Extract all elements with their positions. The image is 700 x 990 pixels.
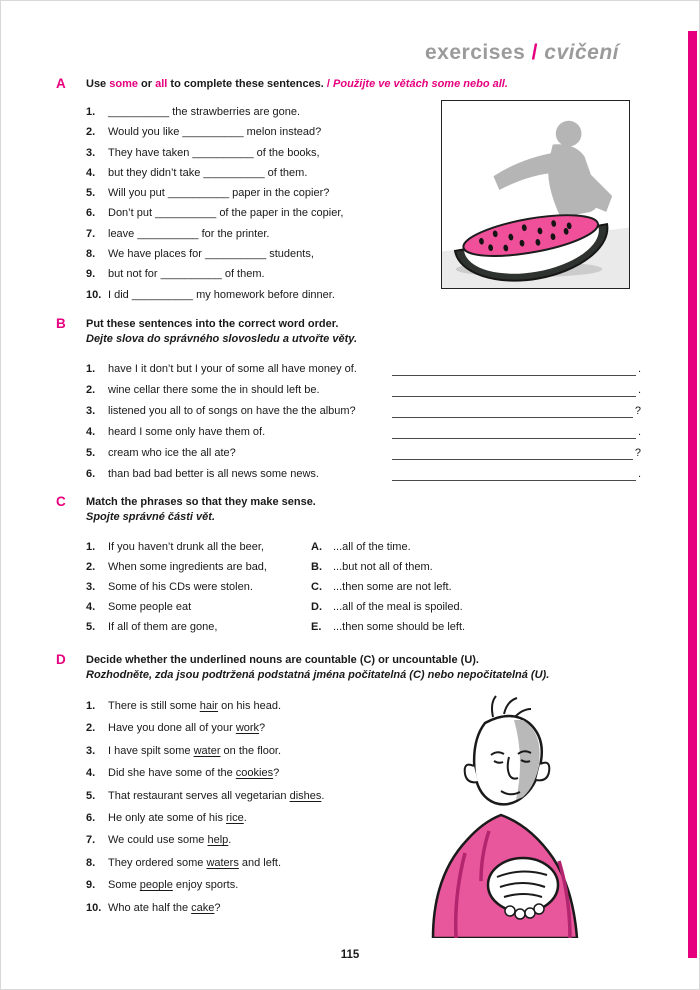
title-separator: /: [323, 78, 334, 90]
match-left-item: [86, 537, 311, 557]
title-keyword-all: all: [155, 78, 168, 90]
section-c: [56, 495, 641, 637]
section-b-title: Put these sentences into the correct word order.: [86, 318, 339, 330]
title-czech: Použijte ve větách: [333, 78, 432, 90]
title-keyword-some: some: [109, 78, 138, 90]
item-number: 2.: [86, 126, 96, 139]
item-text: [108, 874, 238, 896]
item-text: Don’t put __________ of the paper in the copier,: [108, 207, 344, 220]
item-text-pre: That restaurant serves all vegetarian: [108, 789, 290, 802]
item-text-pre: Some: [108, 879, 140, 892]
section-c-subtitle: Spojte správné části vět.: [86, 511, 215, 523]
item-number: 1.: [86, 106, 96, 118]
word-order-item: [86, 422, 641, 443]
answer-line: [392, 401, 633, 418]
item-number: 10.: [86, 288, 102, 301]
match-left-item: [86, 597, 311, 617]
section-a-title: [86, 77, 641, 91]
item-text: ...but not all of them.: [333, 561, 433, 573]
answer-line: [392, 380, 636, 397]
item-text: [108, 740, 281, 762]
item-text: I did __________ my homework before dinner.: [108, 288, 335, 301]
item-number: 8.: [86, 856, 96, 869]
item-text-pre: There is still some: [108, 700, 200, 712]
item-number: 7.: [86, 834, 96, 847]
item-text-post: on his head.: [218, 700, 282, 712]
item-text: [108, 829, 231, 851]
watermelon-illustration: [441, 100, 630, 289]
section-c-right-column: [311, 537, 526, 637]
word-order-item: [86, 380, 641, 401]
item-text: [108, 897, 221, 919]
answer-line: [392, 359, 636, 376]
item-number: 8.: [86, 248, 96, 261]
underlined-noun: people: [139, 879, 173, 892]
item-number: 1.: [86, 363, 96, 375]
section-b-subtitle: Dejte slova do správného slovosledu a utvořte věty.: [86, 333, 358, 345]
item-text: heard I some only have them of.: [108, 426, 266, 438]
item-text-post: .: [243, 812, 247, 825]
item-number: 4.: [86, 166, 96, 179]
item-text: but not for __________ of them.: [108, 268, 265, 281]
word-order-item: [86, 359, 641, 380]
item-number: 1.: [86, 700, 96, 712]
item-number: 2.: [86, 384, 96, 396]
item-letter: E.: [311, 621, 322, 633]
section-c-title: Match the phrases so that they make sense.: [86, 496, 316, 508]
item-number: 3.: [86, 744, 96, 757]
item-number: 6.: [86, 468, 96, 480]
item-text: If you haven’t drunk all the beer,: [108, 541, 264, 553]
word-order-item: [86, 401, 641, 422]
section-b: [56, 317, 641, 485]
item-text: [108, 695, 281, 717]
section-b-letter: B: [56, 316, 66, 331]
item-letter: B.: [311, 561, 322, 573]
item-text: Some of his CDs were stolen.: [108, 581, 253, 593]
item-text-post: .: [228, 834, 232, 847]
item-number: 4.: [86, 426, 96, 438]
item-letter: C.: [311, 581, 322, 593]
item-number: 2.: [86, 722, 96, 735]
match-left-item: [86, 557, 311, 577]
page-header: [425, 41, 619, 65]
underlined-noun: cookies: [235, 767, 274, 780]
underlined-noun: cake: [191, 901, 215, 914]
item-number: 2.: [86, 561, 96, 573]
underlined-noun: dishes: [289, 789, 322, 802]
item-text: They have taken __________ of the books,: [108, 146, 320, 159]
page-accent-bar: [688, 31, 697, 958]
item-text: than bad bad better is all news some news.: [108, 468, 319, 480]
match-left-item: [86, 617, 311, 637]
item-letter: A.: [311, 541, 322, 553]
item-number: 3.: [86, 405, 96, 417]
underlined-noun: hair: [199, 700, 219, 712]
item-text-post: ?: [273, 767, 280, 780]
item-text: We have places for __________ students,: [108, 248, 314, 261]
hair-wisps: [492, 696, 531, 718]
watermelon-figure-svg: [442, 101, 629, 288]
item-text: [108, 807, 247, 829]
item-number: 3.: [86, 146, 96, 159]
match-right-item: [311, 617, 526, 637]
item-text: Some people eat: [108, 601, 192, 613]
item-number: 6.: [86, 207, 96, 220]
item-text-post: .: [321, 789, 325, 802]
item-number: 6.: [86, 812, 96, 825]
item-text-pre: They ordered some: [108, 856, 207, 869]
underlined-noun: help: [207, 834, 229, 847]
answer-line: [392, 464, 636, 481]
item-number: 5.: [86, 187, 96, 200]
title-text: Use: [86, 78, 110, 90]
item-number: 9.: [86, 879, 96, 892]
item-number: 5.: [86, 789, 96, 802]
item-number: 5.: [86, 621, 96, 633]
item-number: 4.: [86, 767, 96, 780]
item-text-post: ?: [259, 722, 266, 735]
monk-figure-svg: [373, 693, 625, 938]
item-number: 1.: [86, 541, 96, 553]
item-text-post: ?: [214, 901, 221, 914]
item-text-pre: Have you done all of your: [108, 722, 236, 735]
match-right-item: [311, 557, 526, 577]
section-c-letter: C: [56, 494, 66, 509]
item-text-pre: I have spilt some: [108, 744, 194, 757]
item-text-post: on the floor.: [220, 744, 282, 757]
item-text: [108, 785, 324, 807]
item-text: ...then some are not left.: [333, 581, 452, 593]
item-text: ...then some should be left.: [333, 621, 466, 633]
page-number: 115: [340, 949, 360, 961]
answer-punctuation: ?: [634, 405, 641, 417]
item-text-post: enjoy sports.: [172, 879, 239, 892]
item-text: listened you all to of songs on have the the album?: [108, 405, 356, 417]
item-text: wine cellar there some the in should left be.: [108, 384, 320, 396]
item-text: __________ the strawberries are gone.: [108, 106, 301, 118]
underlined-noun: rice: [226, 812, 244, 825]
section-d-title: Decide whether the underlined nouns are countable (C) or uncountable (U).: [86, 654, 479, 666]
answer-punctuation: .: [637, 426, 641, 438]
item-text-pre: Did she have some of the: [108, 767, 236, 780]
match-right-item: [311, 537, 526, 557]
header-subtitle: cvičení: [544, 41, 619, 64]
answer-punctuation: ?: [634, 447, 641, 459]
answer-punctuation: .: [637, 363, 641, 375]
item-text: leave __________ for the printer.: [108, 227, 270, 240]
item-text-post: and left.: [238, 856, 282, 869]
item-number: 5.: [86, 447, 96, 459]
item-number: 10.: [86, 901, 102, 914]
title-text: or: [138, 78, 156, 90]
section-d-subtitle: Rozhodněte, zda jsou podtržená podstatná jména počitatelná (C) nebo nepočitatelná (U).: [86, 669, 550, 681]
item-text: [108, 852, 281, 874]
title-czech: nebo: [460, 78, 493, 90]
title-czech-keyword-all: all: [492, 78, 505, 90]
match-left-item: [86, 577, 311, 597]
item-number: 7.: [86, 227, 96, 240]
item-number: 3.: [86, 581, 96, 593]
item-text: When some ingredients are bad,: [108, 561, 267, 573]
item-number: 4.: [86, 601, 96, 613]
item-text: If all of them are gone,: [108, 621, 218, 633]
underlined-noun: water: [193, 744, 221, 757]
section-b-items: [86, 359, 641, 485]
section-c-left-column: [86, 537, 311, 637]
item-text: ...all of the meal is spoiled.: [333, 601, 463, 613]
word-order-item: [86, 464, 641, 485]
title-text: to complete these sentences.: [167, 78, 324, 90]
header-separator: /: [525, 41, 545, 64]
item-text: have I it don’t but I your of some all have money of.: [108, 363, 357, 375]
answer-line: [392, 443, 633, 460]
answer-punctuation: .: [637, 384, 641, 396]
item-text-pre: Who ate half the: [108, 901, 192, 914]
clasped-hands: [488, 858, 558, 912]
header-title: exercises: [425, 41, 526, 64]
item-text: ...all of the time.: [333, 541, 411, 553]
word-order-item: [86, 443, 641, 464]
title-czech: .: [504, 78, 508, 90]
section-d-letter: D: [56, 652, 66, 667]
answer-line: [392, 422, 636, 439]
monk-illustration: [373, 693, 625, 938]
item-text: [108, 717, 265, 739]
match-right-item: [311, 577, 526, 597]
item-text: Would you like __________ melon instead?: [108, 126, 322, 139]
title-czech-keyword-some: some: [431, 78, 461, 90]
match-right-item: [311, 597, 526, 617]
item-text: cream who ice the all ate?: [108, 447, 236, 459]
item-text: [108, 762, 279, 784]
item-text-pre: He only ate some of his: [108, 812, 227, 825]
item-text-pre: We could use some: [108, 834, 208, 847]
item-letter: D.: [311, 601, 322, 613]
underlined-noun: work: [235, 722, 260, 735]
item-text: Will you put __________ paper in the copier?: [108, 187, 330, 200]
answer-punctuation: .: [637, 468, 641, 480]
underlined-noun: waters: [206, 856, 239, 869]
item-number: 9.: [86, 268, 96, 281]
item-text: but they didn’t take __________ of them.: [108, 166, 308, 179]
section-a-letter: A: [56, 76, 66, 91]
